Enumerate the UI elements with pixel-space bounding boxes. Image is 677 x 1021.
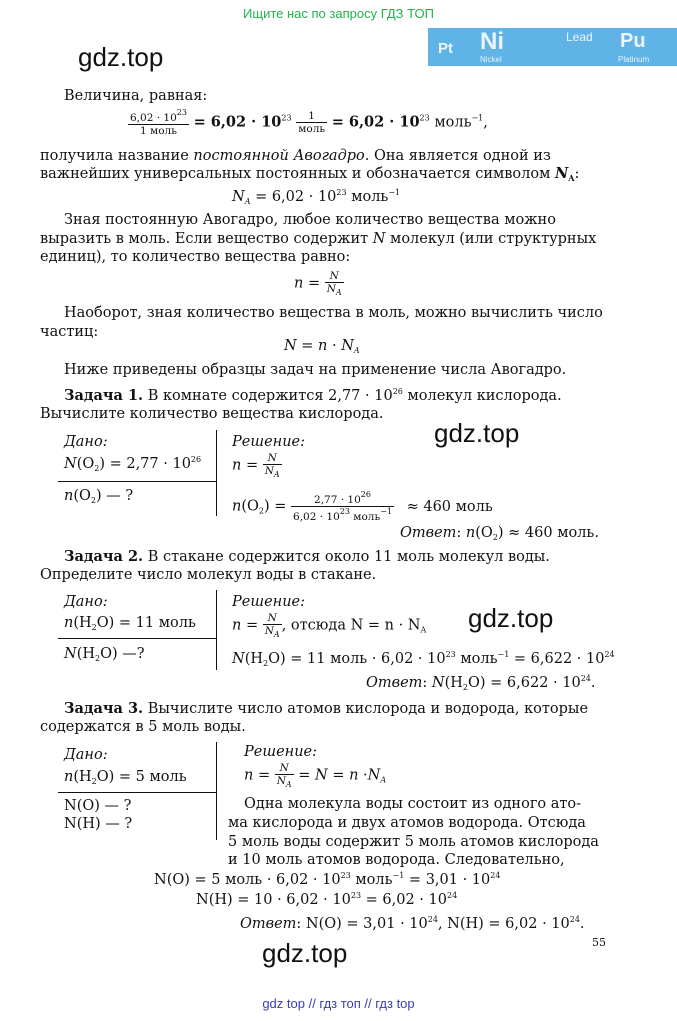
task2-statement: Задача 2. В стакане содержится около 11 моль молекул воды.: [64, 548, 550, 565]
watermark-logo: gdz.top: [78, 42, 164, 72]
bottom-links[interactable]: gdz top // гдз топ // гдз top: [262, 996, 415, 1011]
element-pu: Pu: [620, 30, 646, 52]
na-formula: $N_A = 6,02 \cdot 10^{23}$ моль$^{-1}$: [232, 188, 401, 206]
watermark-logo: gdz.top: [434, 418, 520, 448]
task3-line2: ма кислорода и двух атомов водорода. Отсюда: [228, 815, 586, 831]
task1-given-value: $N(O_2) = 2,77 \cdot 10^{26}$: [64, 455, 202, 473]
task3-answer: Ответ: $N(O) = 3,01 \cdot 10^{24}$, $N(H) = 6,02 \cdot 10^{24}$.: [240, 915, 585, 932]
task1-vertical-divider: [216, 430, 217, 516]
element-pt: Pt: [438, 40, 453, 57]
paragraph-2-line3: единиц), то количество вещества равно:: [40, 249, 351, 265]
watermark-logo: gdz.top: [262, 938, 348, 968]
N-formula: $N = n \cdot N_A$: [284, 338, 360, 355]
task3-divider: [58, 792, 216, 793]
intro-text: Величина, равная:: [64, 88, 208, 104]
task3-statement: Задача 3. Вычислите число атомов кислорода и водорода, которые: [64, 700, 589, 717]
task1-statement-line2: Вычислите количество вещества кислорода.: [40, 406, 384, 422]
element-lead: Lead: [566, 30, 593, 44]
paragraph-avogadro-line1: получила название постоянной Авогадро. Она является одной из: [40, 148, 551, 164]
watermark-logo: gdz.top: [468, 603, 554, 633]
paragraph-3-line1: Наоборот, зная количество вещества в моль, можно вычислить число: [64, 305, 603, 321]
task2-n-formula: n = $\frac{N}{N_A}$ , отсюда $N = n \cdot N_A$: [232, 612, 427, 639]
element-nickel: Nickel: [480, 55, 502, 64]
task3-line3: 5 моль воды содержит 5 моль атомов кислорода: [228, 834, 599, 850]
periodic-table-image: [428, 28, 677, 66]
task3-eq-h: $N(H) = 10 \cdot 6,02 \cdot 10^{23} = 6,02 \cdot 10^{24}$: [196, 891, 458, 908]
formula-1: $\frac{6,02 \cdot 10^{23}}{\text{1 моль}}$ = $6,02 \cdot 10^{23}$ $\frac{1}{\text{моль}}$ = $6,02 \cdot 10^{23}$ моль$^{-1}$,: [130, 108, 488, 137]
task1-n-formula: n = $\frac{N}{N_A}$: [232, 452, 280, 479]
task2-vertical-divider: [216, 590, 217, 670]
paragraph-2-line1: Зная постоянную Авогадро, любое количество вещества можно: [64, 212, 556, 228]
task3-given-label: Дано:: [64, 747, 108, 763]
task2-given-label: Дано:: [64, 594, 108, 610]
task1-divider: [58, 481, 216, 482]
task1-statement: Задача 1. В комнате содержится $2,77 \cdot 10^{26}$ молекул кислорода.: [64, 387, 562, 404]
task2-find: $N(H_2O)$ —?: [64, 646, 145, 663]
task3-find-h: N(H) — ?: [64, 816, 133, 832]
task2-given-value: $n(H_2O) = 11$ моль: [64, 615, 196, 632]
task3-find-o: N(O) — ?: [64, 798, 132, 814]
task1-find: $n(O_2)$ — ?: [64, 488, 134, 505]
task1-given-label: Дано:: [64, 434, 108, 450]
task3-vertical-divider: [216, 742, 217, 840]
paragraph-3-line2: частиц:: [40, 324, 99, 340]
paragraph-4: Ниже приведены образцы задач на применение числа Авогадро.: [64, 362, 567, 378]
task3-line4: и 10 моль атомов водорода. Следовательно,: [228, 852, 565, 868]
task2-statement-line2: Определите число молекул воды в стакане.: [40, 567, 377, 583]
task2-divider: [58, 638, 216, 639]
task3-statement-line2: содержатся в 5 моль воды.: [40, 719, 246, 735]
task3-eq-o: N(O) = 5 моль · $6,02 \cdot 10^{23}$ моль$^{-1}$ = $3,01 \cdot 10^{24}$: [154, 871, 501, 888]
element-ni: Ni: [480, 28, 504, 55]
task2-calculation: $N(H_2O) = 11$ моль · $6,02 \cdot 10^{23}$ моль$^{-1}$ = $6,622 \cdot 10^{24}$: [232, 650, 615, 668]
task2-solution-label: Решение:: [232, 594, 306, 610]
paragraph-avogadro-line2: важнейших универсальных постоянных и обозначается символом $N_A$:: [40, 165, 580, 183]
paragraph-2-line2: выразить в моль. Если вещество содержит N молекул (или структурных: [40, 231, 597, 247]
task2-answer: Ответ: $N(H_2O) = 6,622 \cdot 10^{24}$.: [366, 674, 596, 692]
top-banner[interactable]: Ищите нас по запросу ГДЗ ТОП: [243, 6, 434, 21]
page-number: 55: [592, 936, 606, 949]
task3-n-formula: n = $\frac{N}{N_A}$ = $N = n \cdot N_A$: [244, 762, 387, 789]
element-platinum: Platinum: [618, 55, 650, 64]
task1-answer: Ответ: $n(O_2) \approx 460$ моль.: [400, 525, 599, 542]
task3-line1: Одна молекула воды состоит из одного ато-: [244, 796, 582, 812]
task3-solution-label: Решение:: [244, 744, 318, 760]
task3-given-value: $n(H_2O) = 5$ моль: [64, 769, 187, 786]
task1-solution-label: Решение:: [232, 434, 306, 450]
n-formula: n = $\frac{N}{N_A}$: [294, 270, 342, 297]
task1-calculation: $n(O_2)$ = $\frac{2,77 \cdot 10^{26}}{6,02 \cdot 10^{23} моль^{-1}}$ ≈ 460 моль: [232, 490, 493, 523]
